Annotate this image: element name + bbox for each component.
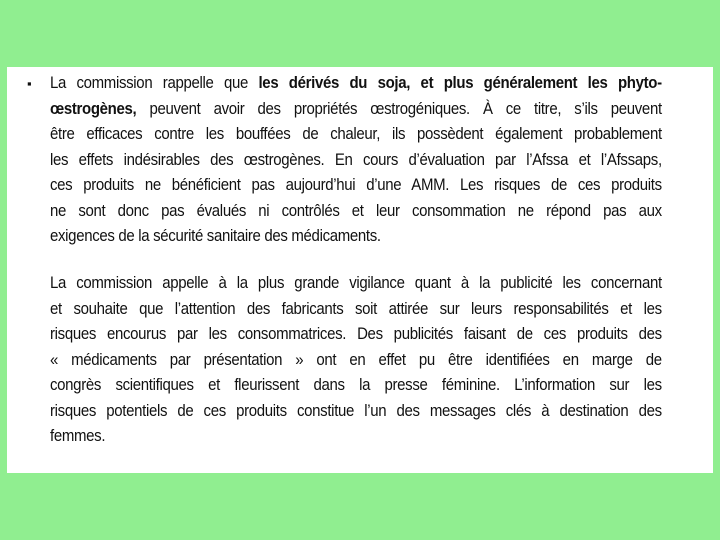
paragraph-1-line-2: œstrogènes, peuvent avoir des propriétés œstrogéniques. À ce titre, s’ils peuvent	[50, 99, 662, 118]
paragraph-1-line-3: être efficaces contre les bouffées de chaleur, ils possèdent également probablement	[50, 125, 662, 143]
paragraph-2-line-3: risques encourus par les consommatrices. Des publicités faisant de ces produits des	[50, 325, 662, 343]
paragraph-2-line-5: congrès scientifiques et fleurissent dans la presse féminine. L’information sur les	[50, 376, 662, 394]
paragraph-2-line-7: femmes.	[50, 427, 106, 445]
paragraph-1-line-6: ne sont donc pas évalués ni contrôlés et leur consommation ne répond pas aux	[50, 201, 662, 220]
slide-card	[7, 67, 713, 473]
paragraph-2-line-6: risques potentiels de ces produits constitue l’un des messages clés à destination des	[50, 401, 662, 420]
paragraph-2-line-2: et souhaite que l’attention des fabricants soit attirée sur leurs responsabilités et les	[50, 299, 662, 318]
paragraph-2-line-4: « médicaments par présentation » ont en effet pu être identifiées en marge de	[50, 350, 662, 369]
paragraph-2-line-1: La commission appelle à la plus grande vigilance quant à la publicité les concernant	[50, 274, 662, 292]
bullet-icon: ▪	[27, 76, 32, 91]
paragraph-1-line-4: les effets indésirables des œstrogènes. En cours d’évaluation par l’Afssa et l’Afssaps,	[50, 150, 662, 169]
paragraph-1-line-1: La commission rappelle que les dérivés du soja, et plus généralement les phyto-	[50, 74, 662, 92]
paragraph-1-line-5: ces produits ne bénéficient pas aujourd’hui d’une AMM. Les risques de ces produits	[50, 176, 662, 194]
paragraph-1	[50, 71, 662, 250]
paragraph-1-line-7: exigences de la sécurité sanitaire des médicaments.	[50, 227, 381, 245]
paragraph-2	[50, 271, 662, 450]
